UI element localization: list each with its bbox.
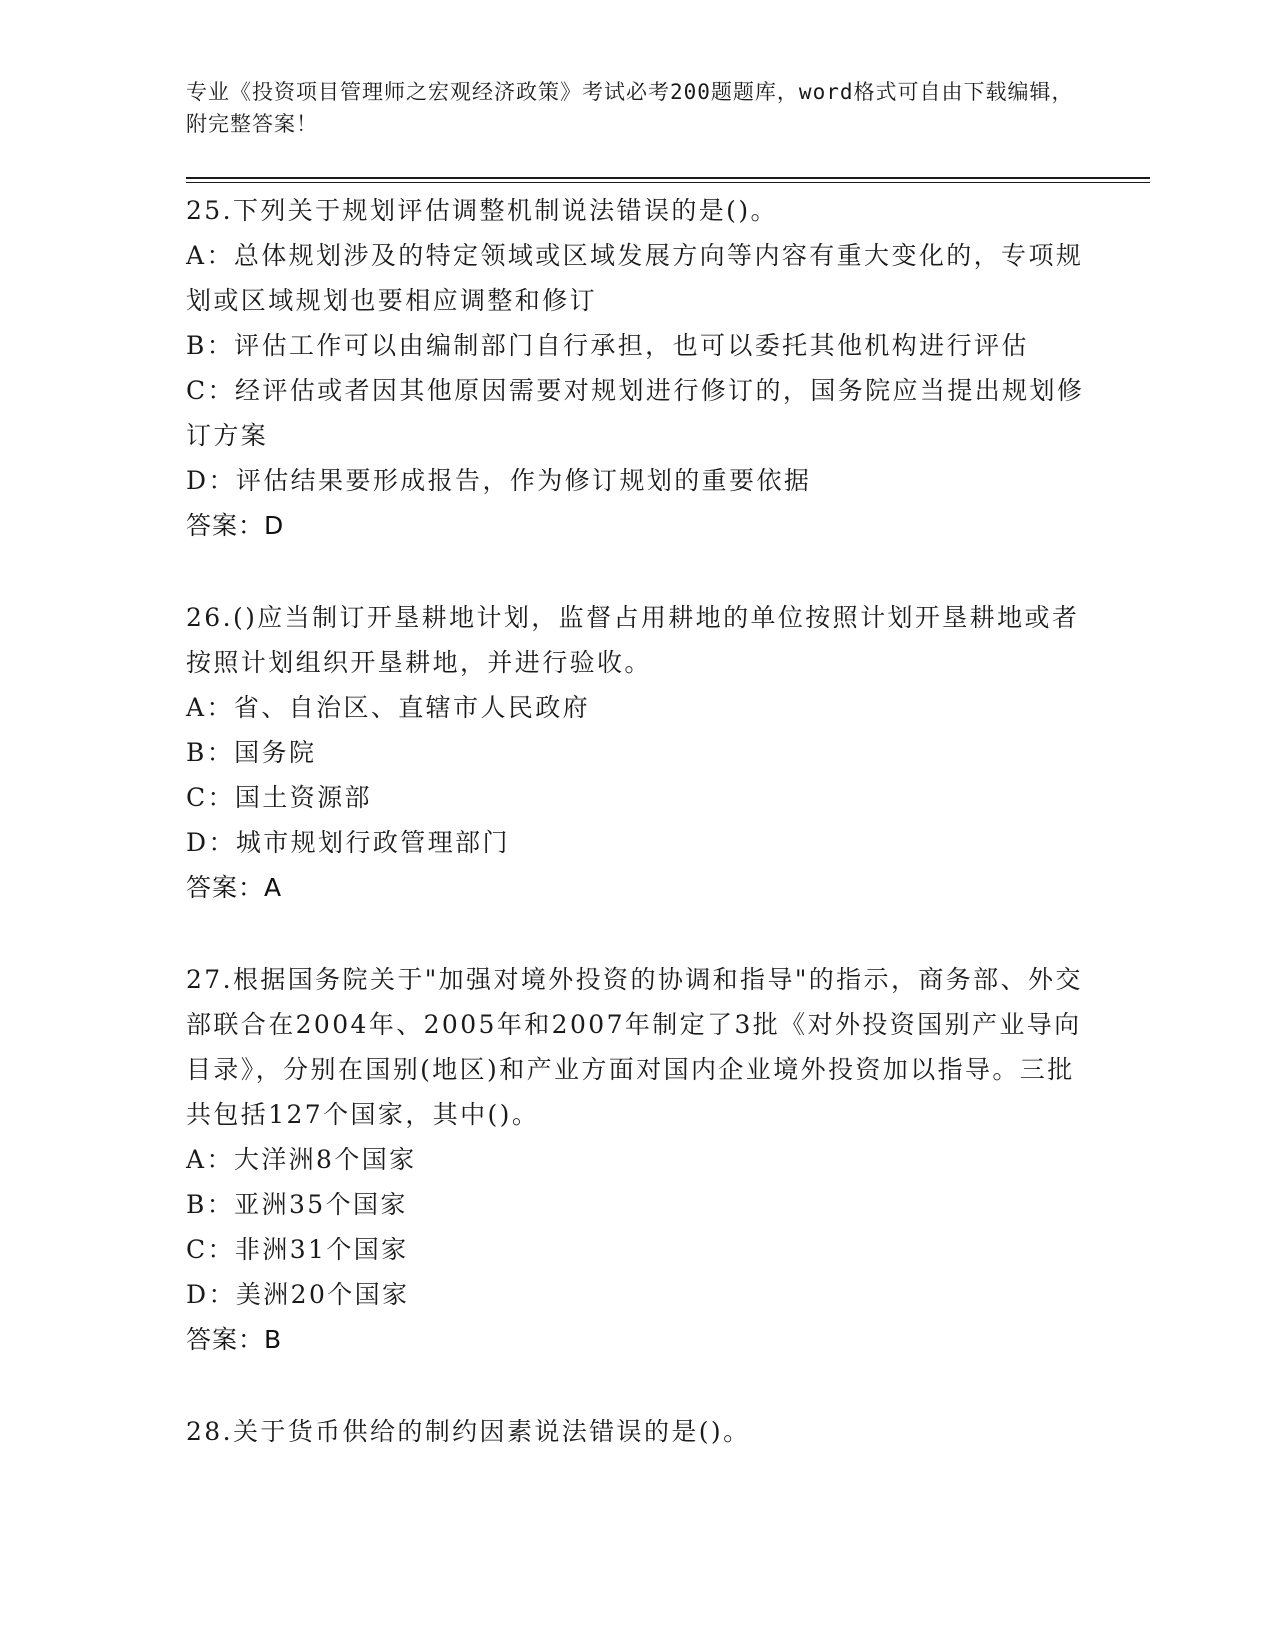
- question-stem: 27.根据国务院关于"加强对境外投资的协调和指导"的指示，商务部、外交部联合在2004年、2005年和2007年制定了3批《对外投资国别产业导向目录》，分别在国别(地区)和产业方面对国内企业境外投资加以指导。三批共包括127个国家，其中()。: [186, 965, 1083, 1129]
- answer-label: 答案：D: [186, 511, 285, 540]
- question-stem: 25.下列关于规划评估调整机制说法错误的是()。: [186, 196, 778, 225]
- question-list: [186, 188, 1086, 1500]
- answer-label: 答案：B: [186, 1325, 283, 1354]
- answer-label: 答案：A: [186, 873, 283, 902]
- option-a: A：总体规划涉及的特定领域或区域发展方向等内容有重大变化的，专项规划或区域规划也要相应调整和修订: [186, 241, 1084, 315]
- option-d: D：城市规划行政管理部门: [186, 828, 510, 857]
- option-c: C：非洲31个国家: [186, 1235, 409, 1264]
- option-a: A：大洋洲8个国家: [186, 1145, 417, 1174]
- option-c: C：经评估或者因其他原因需要对规划进行修订的，国务院应当提出规划修订方案: [186, 376, 1085, 450]
- document-header: 专业《投资项目管理师之宏观经济政策》考试必考200题题库，word格式可自由下载编辑，附完整答案！: [186, 80, 1074, 136]
- question-25: [186, 188, 1086, 549]
- option-d: D：美洲20个国家: [186, 1280, 410, 1309]
- question-stem: 26.()应当制订开垦耕地计划，监督占用耕地的单位按照计划开垦耕地或者按照计划组织开垦耕地，并进行验收。: [186, 603, 1080, 677]
- header-divider-thin: [186, 182, 1150, 183]
- option-a: A：省、自治区、直辖市人民政府: [186, 693, 591, 722]
- option-b: B：评估工作可以由编制部门自行承担，也可以委托其他机构进行评估: [186, 331, 1029, 360]
- question-stem: 28.关于货币供给的制约因素说法错误的是()。: [186, 1417, 751, 1446]
- option-c: C：国土资源部: [186, 783, 372, 812]
- header-divider-thick: [186, 177, 1150, 179]
- question-26: [186, 595, 1086, 911]
- question-28: [186, 1409, 1086, 1454]
- option-b: B：国务院: [186, 738, 317, 767]
- option-b: B：亚洲35个国家: [186, 1190, 408, 1219]
- option-d: D：评估结果要形成报告，作为修订规划的重要依据: [186, 466, 812, 495]
- question-27: [186, 957, 1086, 1363]
